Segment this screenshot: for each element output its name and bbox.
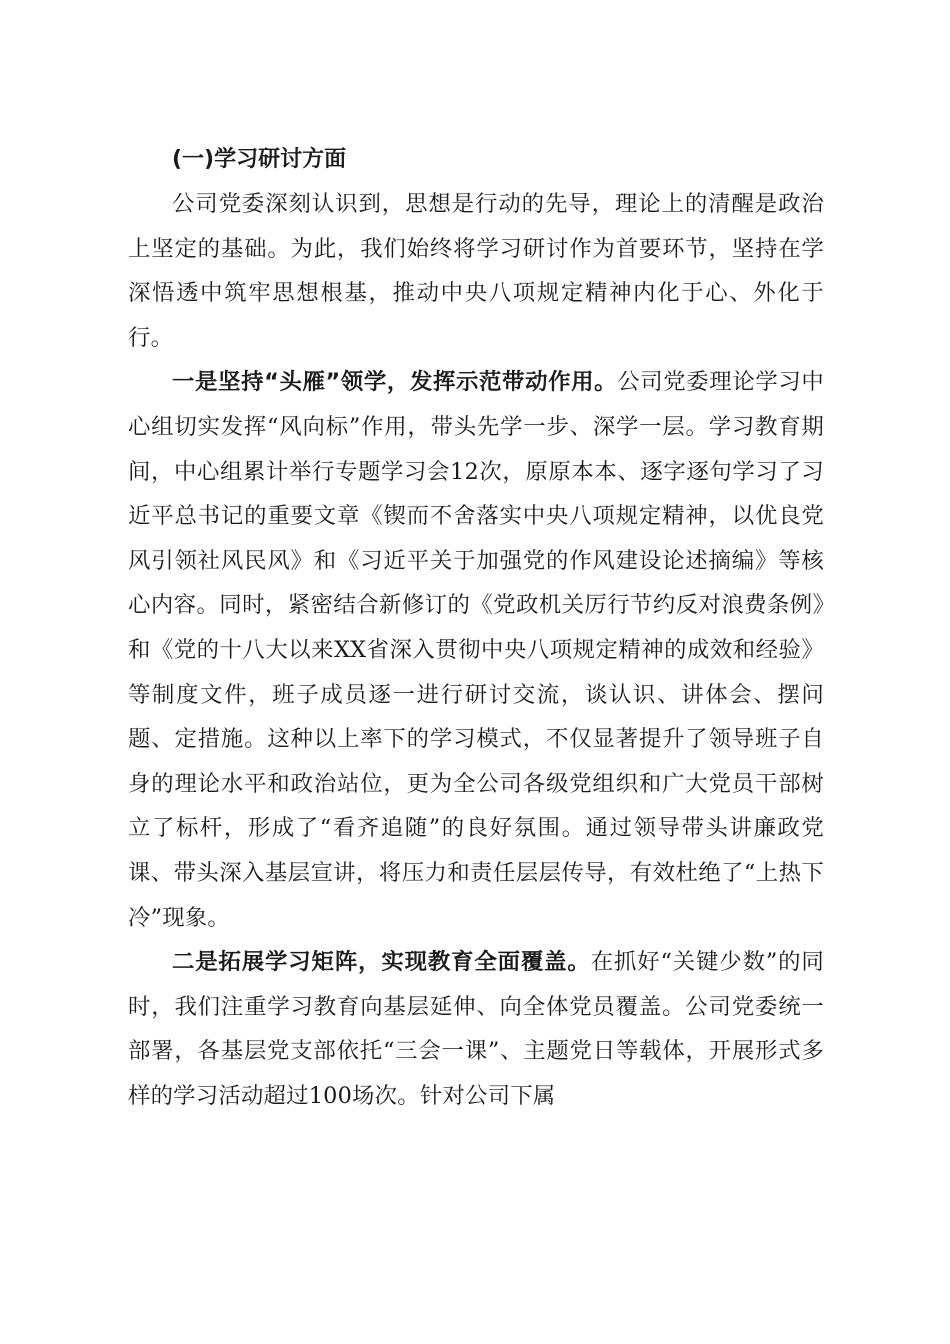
paragraph-point-two-lead: 二是拓展学习矩阵，实现教育全面覆盖。 [172,949,591,976]
paragraph-point-one-lead: 一是坚持“头雁”领学，发挥示范带动作用。 [172,369,618,396]
document-body [128,138,824,1118]
paragraph-point-two-text: 在抓好“关键少数”的同时，我们注重学习教育向基层延伸、向全体党员覆盖。公司党委统一部署，各基层党支部依托“三会一课”、主题党日等载体，开展形式多样的学习活动超过100场次。针对公司下属 [128,949,824,1109]
paragraph-point-one-text: 公司党委理论学习中心组切实发挥“风向标”作用，带头先学一步、深学一层。学习教育期间，中心组累计举行专题学习会12次，原原本本、逐字逐句学习了习近平总书记的重要文章《锲而不舍落实中央八项规定精神，以优良党风引领社风民风》和《习近平关于加强党的作风建设论述摘编》等核心内容。同时，紧密结合新修订的《党政机关厉行节约反对浪费条例》和《党的十八大以来XX省深入贯彻中央八项规定精神的成效和经验》等制度文件，班子成员逐一进行研讨交流，谈认识、讲体会、摆问题、定措施。这种以上率下的学习模式，不仅显著提升了领导班子自身的理论水平和政治站位，更为全公司各级党组织和广大党员干部树立了标杆，形成了“看齐追随”的良好氛围。通过领导带头讲廉政党课、带头深入基层宣讲，将压力和责任层层传导，有效杜绝了“上热下冷”现象。 [128,369,824,931]
paragraph-point-one [128,360,824,940]
section-heading: (一)学习研讨方面 [172,147,347,172]
paragraph-intro-text: 公司党委深刻认识到，思想是行动的先导，理论上的清醒是政治上坚定的基础。为此，我们始终将学习研讨作为首要环节，坚持在学深悟透中筑牢思想根基，推动中央八项规定精神内化于心、外化于行。 [128,191,824,351]
paragraph-point-two [128,940,824,1118]
paragraph-intro [128,182,824,360]
